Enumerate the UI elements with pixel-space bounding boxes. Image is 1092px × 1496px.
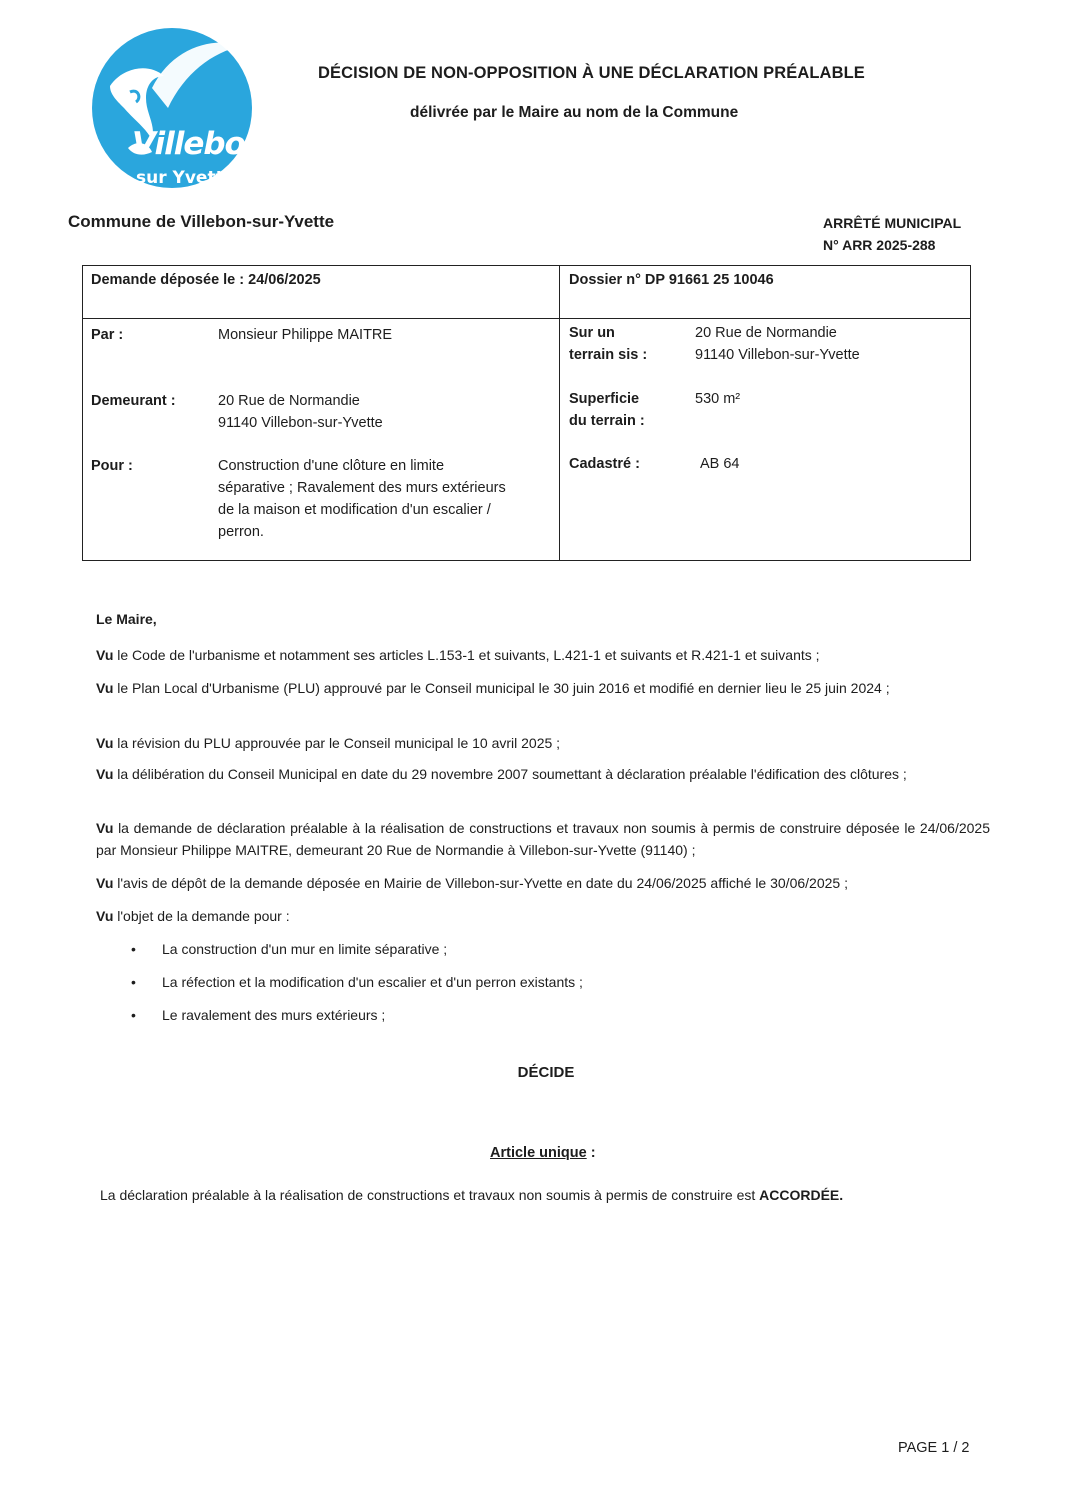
par-value: Monsieur Philippe MAITRE (218, 327, 393, 343)
vu-keyword: Vu (96, 766, 114, 782)
demande-date: Demande déposée le : 24/06/2025 (91, 272, 321, 288)
vu-text: le Code de l'urbanisme et notamment ses articles L.153-1 et suivants, L.421-1 et suivants et R.421-1 et suivants ; (117, 647, 820, 663)
vu-text: la délibération du Conseil Municipal en date du 29 novembre 2007 soumettant à déclaration préalable l'édification des clôtures ; (117, 766, 907, 782)
superficie-label-line-2: du terrain : (569, 413, 645, 429)
decision-text (100, 1187, 843, 1203)
le-maire: Le Maire, (96, 611, 157, 627)
list-item: La réfection et la modification d'un escalier et d'un perron existants ; (162, 974, 583, 990)
vu-paragraph-7 (96, 905, 990, 927)
bullet-icon: • (131, 974, 136, 990)
arrete-line-1: ARRÊTÉ MUNICIPAL (823, 215, 962, 231)
dossier-number: Dossier n° DP 91661 25 10046 (569, 272, 774, 288)
vu-keyword: Vu (96, 875, 114, 891)
vu-keyword: Vu (96, 680, 114, 696)
vu-text: le Plan Local d'Urbanisme (PLU) approuvé par le Conseil municipal le 30 juin 2016 et modifié en dernier lieu le 25 juin 2024 ; (117, 680, 890, 696)
demeurant-line-1: 20 Rue de Normandie (218, 393, 360, 409)
vu-text: la demande de déclaration préalable à la réalisation de constructions et travaux non soumis à permis de construire déposée le 24/06/2025 par Monsieur Philippe MAITRE, demeurant 20 Rue de Normandie à Villebon-sur-Yvette (91140) ; (96, 820, 990, 858)
vu-keyword: Vu (96, 647, 114, 663)
cadastre-value: AB 64 (700, 456, 740, 472)
logo-main-text: Villebon (132, 126, 266, 162)
terrain-label-line-2: terrain sis : (569, 347, 648, 363)
list-item: Le ravalement des murs extérieurs ; (162, 1007, 386, 1023)
superficie-label-line-1: Superficie (569, 391, 640, 407)
pour-line: séparative ; Ravalement des murs extérieurs (218, 480, 506, 496)
par-label: Par : (91, 327, 124, 343)
pour-line: Construction d'une clôture en limite (218, 458, 445, 474)
terrain-label-line-1: Sur un (569, 325, 615, 341)
table-divider-horizontal (82, 318, 971, 319)
article-heading (490, 1145, 596, 1161)
vu-text: la révision du PLU approuvée par le Conseil municipal le 10 avril 2025 ; (117, 735, 561, 751)
vu-keyword: Vu (96, 735, 114, 751)
vu-paragraph-4 (96, 763, 990, 785)
terrain-line-2: 91140 Villebon-sur-Yvette (695, 347, 860, 363)
pour-line: de la maison et modification d'un escalier / (218, 502, 491, 518)
vu-keyword: Vu (96, 820, 114, 836)
terrain-label (569, 322, 647, 366)
table-divider-vertical (559, 265, 560, 561)
cadastre-label: Cadastré : (569, 456, 640, 472)
terrain-address (695, 322, 860, 366)
article-colon: : (586, 1145, 596, 1161)
commune-name: Commune de Villebon-sur-Yvette (68, 212, 335, 231)
document-subtitle: délivrée par le Maire au nom de la Commune (410, 104, 739, 121)
villebon-logo (92, 28, 266, 188)
arrete-line-2: N° ARR 2025-288 (823, 237, 936, 253)
vu-text: l'objet de la demande pour : (117, 908, 290, 924)
decision-status: ACCORDÉE. (759, 1187, 844, 1203)
vu-paragraph-6 (96, 872, 990, 894)
bullet-icon: • (131, 941, 136, 957)
decision-sentence: La déclaration préalable à la réalisation de constructions et travaux non soumis à permis de construire est (100, 1187, 760, 1203)
vu-text: l'avis de dépôt de la demande déposée en Mairie de Villebon-sur-Yvette en date du 24/06/2025 affiché le 30/06/2025 ; (117, 875, 848, 891)
vu-paragraph-3 (96, 732, 990, 754)
vu-paragraph-5 (96, 817, 990, 861)
list-item: La construction d'un mur en limite séparative ; (162, 941, 448, 957)
logo-swan-icon (92, 28, 252, 188)
decide-heading: DÉCIDE (517, 1064, 575, 1081)
vu-keyword: Vu (96, 908, 114, 924)
pour-line: perron. (218, 524, 264, 540)
request-info-table (82, 265, 971, 561)
demeurant-value (218, 390, 383, 434)
bullet-icon: • (131, 1007, 136, 1023)
vu-paragraph-2 (96, 677, 990, 699)
logo-sub-text: sur Yvette (136, 168, 236, 188)
demeurant-label: Demeurant : (91, 393, 176, 409)
arrete-reference (823, 212, 961, 256)
demeurant-line-2: 91140 Villebon-sur-Yvette (218, 415, 383, 431)
superficie-label (569, 388, 645, 432)
pour-label: Pour : (91, 458, 133, 474)
article-title: Article unique (490, 1145, 587, 1161)
pour-value (218, 455, 506, 543)
terrain-line-1: 20 Rue de Normandie (695, 325, 837, 341)
superficie-value: 530 m² (695, 391, 741, 407)
page-number: PAGE 1 / 2 (898, 1440, 970, 1456)
vu-paragraph-1 (96, 644, 990, 666)
document-title: DÉCISION DE NON-OPPOSITION À UNE DÉCLARATION PRÉALABLE (318, 64, 865, 82)
